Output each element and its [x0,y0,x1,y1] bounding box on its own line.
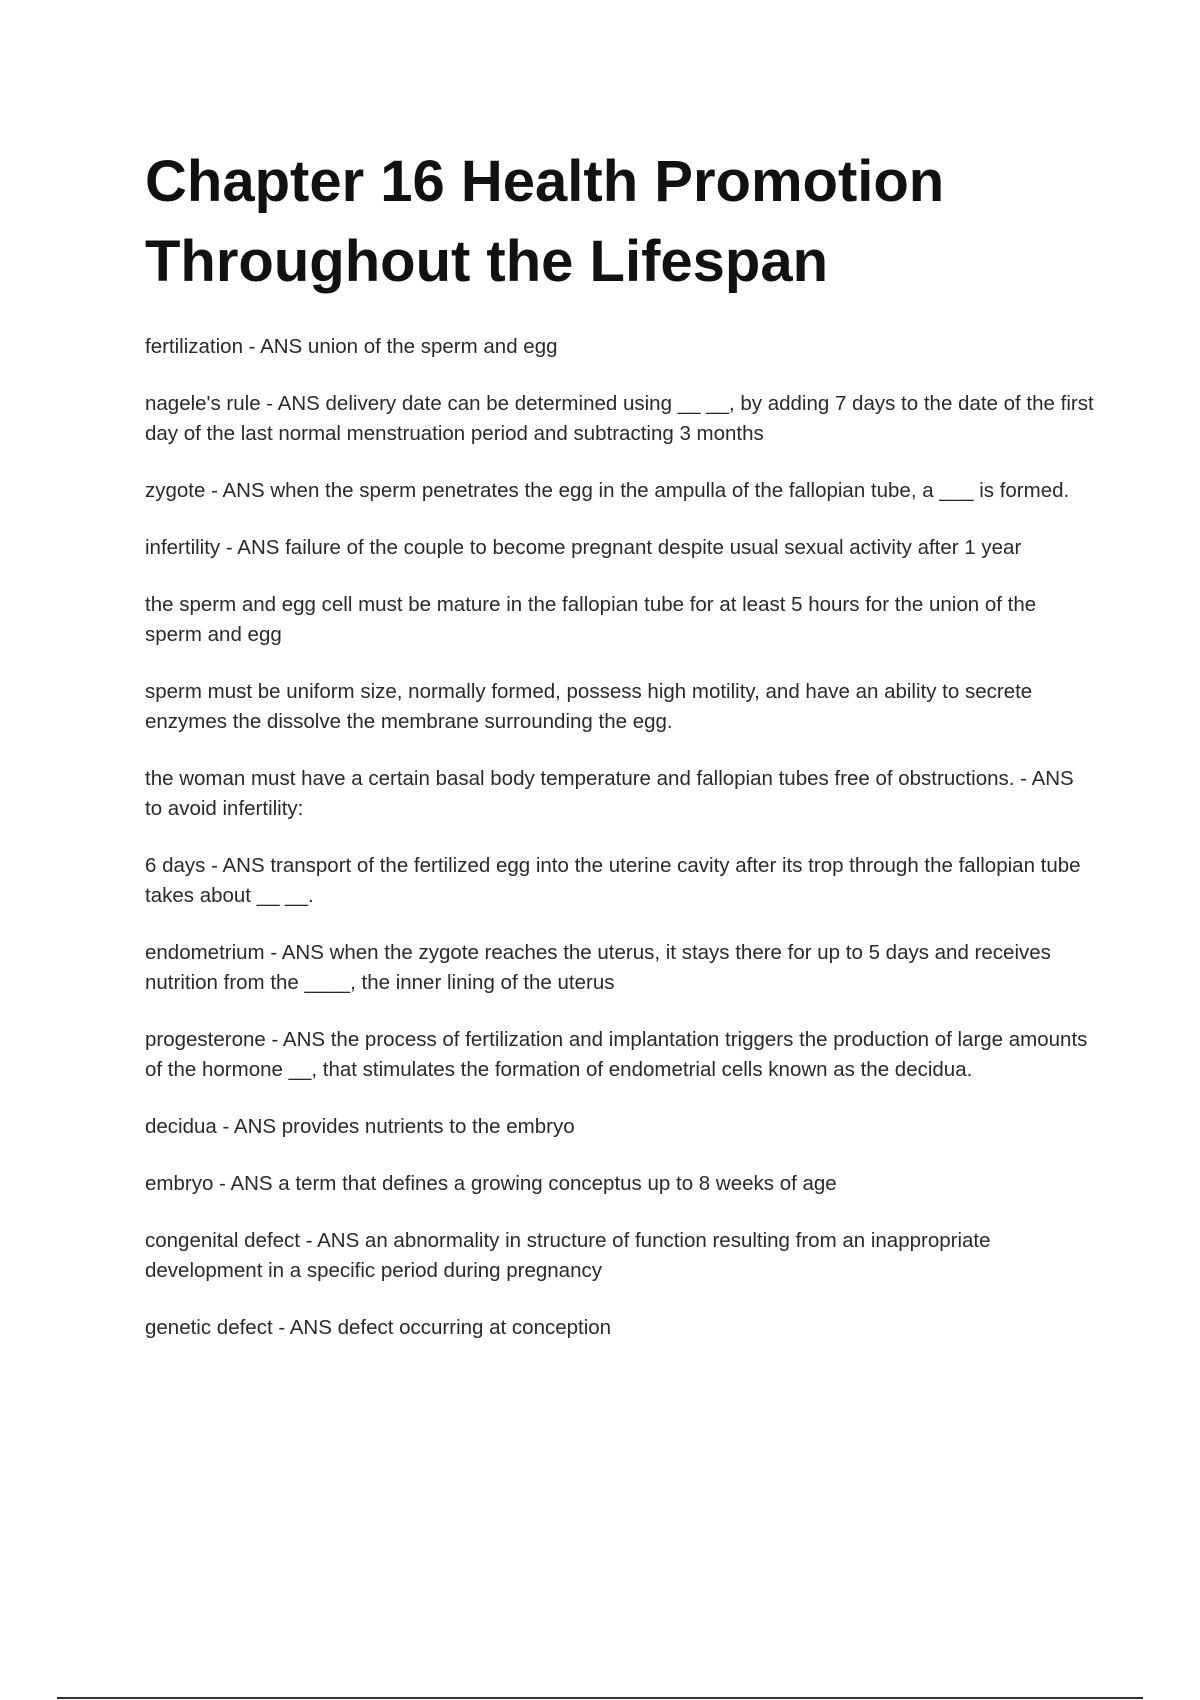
flashcard-entry: progesterone - ANS the process of fertilization and implantation triggers the production of large amounts of the hormone __, that stimulates the formation of endometrial cells known as the decidua. [145,1028,1088,1081]
footer-divider [57,1697,1143,1699]
flashcard-entry: fertilization - ANS union of the sperm and egg [145,335,558,358]
flashcard-entry: nagele's rule - ANS delivery date can be determined using __ __, by adding 7 days to the date of the first day of the last normal menstruation period and subtracting 3 months [145,392,1094,445]
flashcard-entry: endometrium - ANS when the zygote reaches the uterus, it stays there for up to 5 days and receives nutrition from the ____, the inner lining of the uterus [145,941,1051,994]
flashcard-list [145,332,1095,1370]
flashcard-entry: 6 days - ANS transport of the fertilized egg into the uterine cavity after its trop through the fallopian tube takes about __ __. [145,854,1081,907]
flashcard-entry: congenital defect - ANS an abnormality in structure of function resulting from an inappropriate development in a specific period during pregnancy [145,1229,991,1282]
flashcard-entry: infertility - ANS failure of the couple to become pregnant despite usual sexual activity after 1 year [145,536,1022,559]
flashcard-entry: sperm must be uniform size, normally formed, possess high motility, and have an ability to secrete enzymes the dissolve the membrane surrounding the egg. [145,680,1033,733]
flashcard-entry: the sperm and egg cell must be mature in the fallopian tube for at least 5 hours for the union of the sperm and egg [145,593,1037,646]
flashcard-entry: embryo - ANS a term that defines a growing conceptus up to 8 weeks of age [145,1172,837,1195]
flashcard-entry: the woman must have a certain basal body temperature and fallopian tubes free of obstructions. - ANS to avoid infertility: [145,767,1074,820]
page-title: Chapter 16 Health Promotion Throughout the Lifespan [145,149,945,294]
flashcard-entry: genetic defect - ANS defect occurring at conception [145,1316,612,1339]
flashcard-entry: zygote - ANS when the sperm penetrates the egg in the ampulla of the fallopian tube, a ___ is formed. [145,479,1070,502]
flashcard-entry: decidua - ANS provides nutrients to the embryo [145,1115,575,1138]
